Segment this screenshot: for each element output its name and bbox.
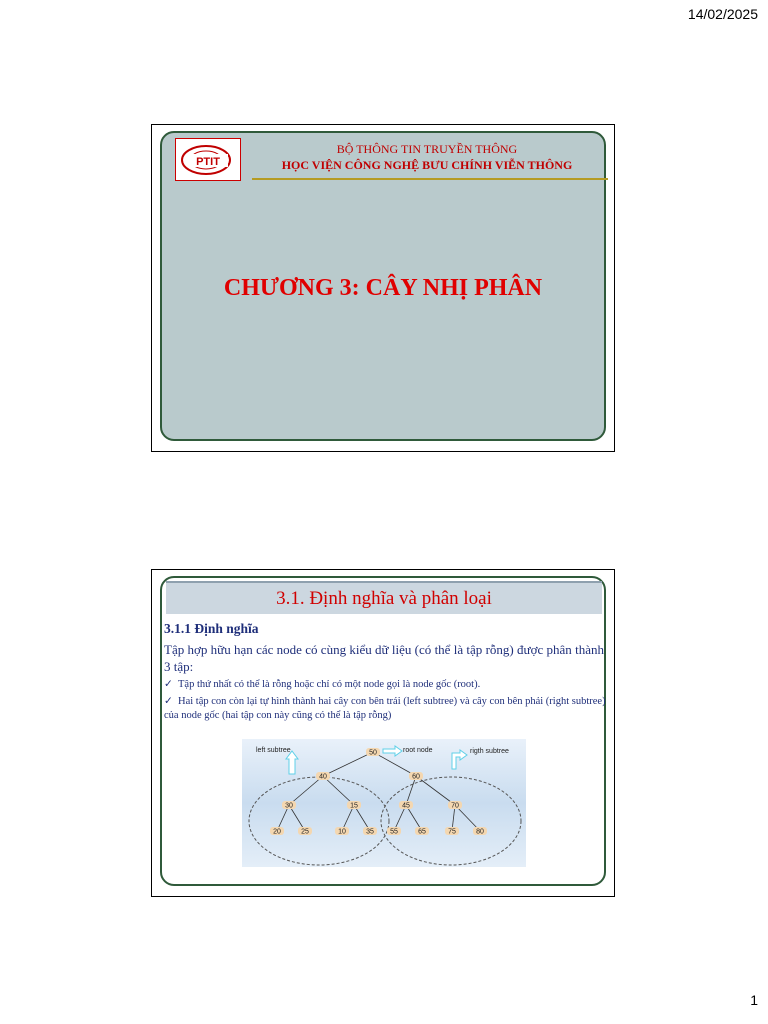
svg-text:25: 25: [301, 828, 309, 836]
svg-text:75: 75: [448, 828, 456, 836]
checkmark-icon: ✓: [164, 679, 173, 690]
tree-node: [363, 827, 377, 836]
tree-node: [409, 772, 423, 781]
tree-node: [415, 827, 429, 836]
tree-node: [316, 772, 330, 781]
slide-1-panel: [160, 131, 606, 441]
svg-text:60: 60: [412, 773, 420, 781]
svg-text:20: 20: [273, 828, 281, 836]
svg-text:45: 45: [402, 802, 410, 810]
svg-text:30: 30: [285, 802, 293, 810]
definition-paragraph: Tập hợp hữu hạn các node có cùng kiểu dữ liệu (có thể là tập rỗng) được phân thành 3 tập:: [164, 642, 604, 674]
svg-text:15: 15: [350, 802, 358, 810]
tree-node: [347, 801, 361, 810]
checkmark-icon: ✓: [164, 696, 173, 707]
tree-node: [399, 801, 413, 810]
root-node-label: root node: [403, 747, 433, 754]
tree-node: [335, 827, 349, 836]
tree-node: [298, 827, 312, 836]
svg-text:PTIT: PTIT: [196, 156, 220, 168]
binary-tree-diagram: [242, 739, 526, 867]
tree-node: [473, 827, 487, 836]
header-divider: [252, 178, 608, 180]
svg-text:10: 10: [338, 828, 346, 836]
ptit-logo-icon: [176, 139, 240, 180]
slide-title: 3.1. Định nghĩa và phân loại: [276, 588, 492, 609]
date-stamp: 14/02/2025: [687, 6, 758, 22]
slide-1: [151, 124, 615, 452]
right-subtree-label: rigth subtree: [470, 748, 509, 755]
svg-text:65: 65: [418, 828, 426, 836]
tree-node: [270, 827, 284, 836]
tree-node: [282, 801, 296, 810]
bullet-item: [164, 695, 606, 723]
tree-node: [448, 801, 462, 810]
ptit-logo: [175, 138, 241, 181]
svg-text:35: 35: [366, 828, 374, 836]
slide-2: [151, 569, 615, 897]
svg-text:50: 50: [369, 749, 377, 757]
tree-node: [366, 748, 380, 757]
tree-node: [387, 827, 401, 836]
svg-text:55: 55: [390, 828, 398, 836]
bullet-text: Hai tập con còn lại tự hình thành hai cây con bên trái (left subtree) và cây con bên phải (right subtree) của node gốc (hai tập con này cũng có thể là tập rỗng): [164, 696, 606, 721]
left-subtree-label: left subtree: [256, 747, 291, 754]
svg-text:70: 70: [451, 802, 459, 810]
svg-text:80: 80: [476, 828, 484, 836]
svg-text:40: 40: [319, 773, 327, 781]
tree-node: [445, 827, 459, 836]
chapter-title: CHƯƠNG 3: CÂY NHỊ PHÂN: [223, 275, 543, 301]
page-number: 1: [750, 992, 758, 1008]
slide-title-bar: [166, 581, 602, 614]
bullet-text: Tập thứ nhất có thể là rỗng hoặc chỉ có một node gọi là node gốc (root).: [178, 679, 481, 690]
academy-name: HỌC VIỆN CÔNG NGHỆ BƯU CHÍNH VIỄN THÔNG: [281, 158, 573, 172]
section-subheading: 3.1.1 Định nghĩa: [164, 621, 259, 636]
bullet-item: [164, 678, 606, 692]
ministry-name: BỘ THÔNG TIN TRUYỀN THÔNG: [336, 142, 518, 156]
